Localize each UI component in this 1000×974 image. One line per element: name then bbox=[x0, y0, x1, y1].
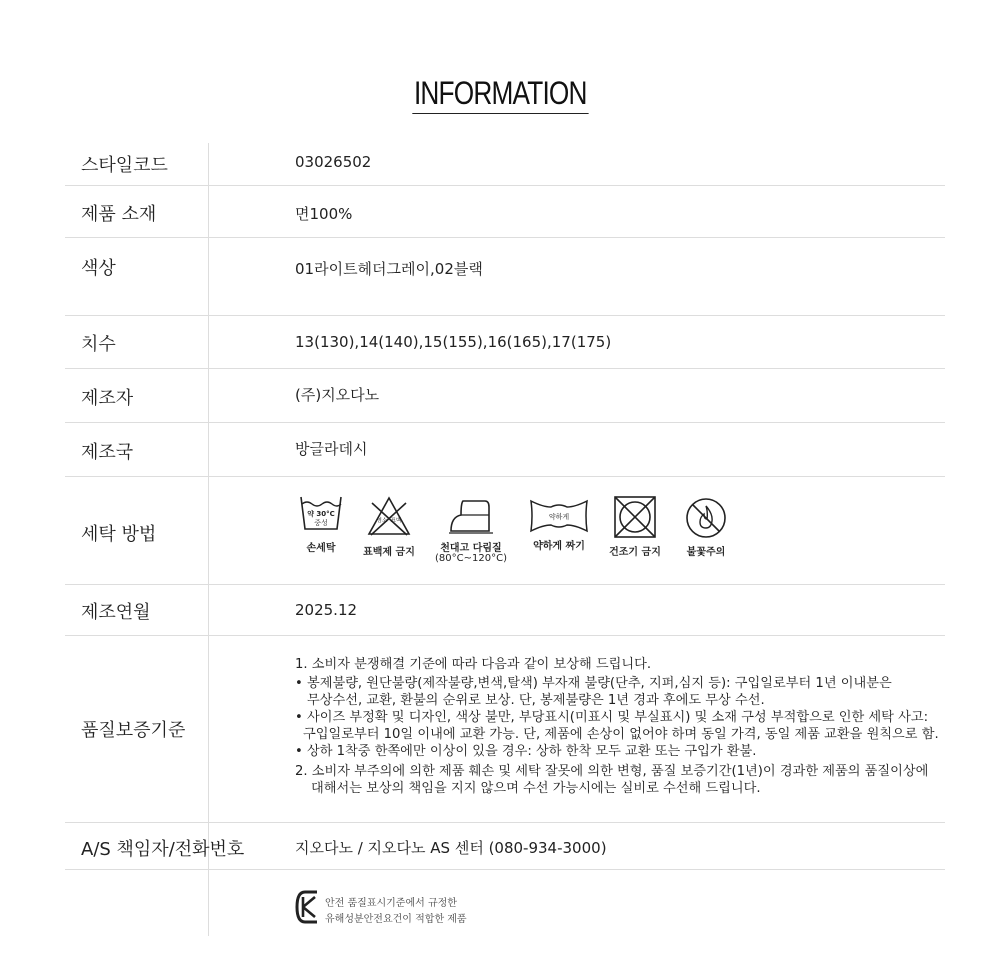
gentle-wring-icon bbox=[529, 499, 589, 552]
row-value: (주)지오다노 bbox=[295, 386, 380, 404]
page-title: INFORMATION bbox=[0, 74, 1000, 114]
row-value: 13(130),14(140),15(155),16(165),17(175) bbox=[295, 333, 612, 351]
care-caption: 불꽃주의 bbox=[686, 547, 726, 558]
row-label: 세탁 방법 bbox=[81, 524, 157, 545]
quality-line: 무상수선, 교환, 환불의 순위로 보상. 단, 봉제불량은 1년 경과 후에도 무상 수선. bbox=[307, 693, 765, 708]
row-label: 제조자 bbox=[81, 388, 134, 409]
table-row bbox=[65, 186, 945, 238]
quality-line: 구입일로부터 10일 이내에 교환 가능. 단, 제품에 손상이 없어야 하며 동일 가격, 동일 제품 교환을 원칙으로 함. bbox=[303, 727, 939, 742]
care-inner-text: 표백 bbox=[390, 518, 402, 524]
quality-line: 2. 소비자 부주의에 의한 제품 훼손 및 세탁 잘못에 의한 변형, 품질 보증기간(1년)이 경과한 제품의 품질이상에 bbox=[295, 764, 929, 779]
row-label: 치수 bbox=[81, 334, 116, 355]
quality-line: 대해서는 보상의 책임을 지지 않으며 수선 가능시에는 실비로 수선해 드립니다. bbox=[311, 781, 761, 796]
kc-mark-icon bbox=[295, 888, 321, 926]
no-fire-icon bbox=[685, 497, 727, 558]
quality-line: • 봉제불량, 원단불량(제작불량,변색,탈색) 부자재 불량(단추, 지퍼,심지 등): 구입일로부터 1년 이내분은 bbox=[295, 676, 892, 691]
row-label: A/S 책임자/전화번호 bbox=[81, 839, 245, 860]
iron-icon bbox=[435, 497, 507, 564]
hand-wash-icon bbox=[299, 495, 343, 554]
row-label: 색상 bbox=[81, 258, 116, 279]
care-caption: 천대고 다림질 bbox=[440, 543, 502, 554]
quality-line: 1. 소비자 분쟁해결 기준에 따라 다음과 같이 보상해 드립니다. bbox=[295, 657, 652, 672]
kc-text: 안전 품질표시기준에서 규정한 bbox=[325, 898, 457, 909]
info-table bbox=[65, 143, 945, 940]
table-row bbox=[65, 477, 945, 585]
row-value: 지오다노 / 지오다노 AS 센터 (080-934-3000) bbox=[295, 839, 607, 857]
care-caption: 건조기 금지 bbox=[609, 547, 661, 558]
quality-line: • 사이즈 부정확 및 디자인, 색상 불만, 부당표시(미표시 및 부실표시) 및 소재 구성 부적합으로 인한 세탁 사고: bbox=[295, 710, 929, 725]
row-value: 03026502 bbox=[295, 153, 372, 171]
no-bleach-icon bbox=[363, 495, 415, 558]
care-caption: (80°C~120°C) bbox=[435, 553, 507, 564]
care-inner-text: 염소 bbox=[376, 518, 388, 524]
table-row bbox=[65, 316, 945, 369]
care-caption: 표백제 금지 bbox=[363, 547, 415, 558]
table-row bbox=[65, 870, 945, 940]
row-label: 제조국 bbox=[81, 442, 134, 463]
care-inner-text: 약하게 bbox=[548, 513, 570, 521]
kc-text: 유해성분안전요건이 적합한 제품 bbox=[325, 914, 467, 925]
row-label: 스타일코드 bbox=[81, 155, 168, 176]
table-row bbox=[65, 823, 945, 870]
table-row bbox=[65, 423, 945, 477]
quality-text bbox=[295, 656, 939, 797]
row-value: 01라이트헤더그레이,02블랙 bbox=[295, 260, 483, 278]
row-value: 면100% bbox=[295, 205, 353, 223]
row-label: 품질보증기준 bbox=[81, 720, 186, 741]
table-row bbox=[65, 143, 945, 186]
care-inner-text: 약 30°C bbox=[307, 510, 335, 518]
care-inner-text: 중성 bbox=[314, 519, 328, 527]
table-row bbox=[65, 585, 945, 636]
row-value: 방글라데시 bbox=[295, 440, 368, 458]
quality-line: • 상하 1착중 한쪽에만 이상이 있을 경우: 상하 한착 모두 교환 또는 구입가 환불. bbox=[295, 744, 757, 759]
table-row bbox=[65, 238, 945, 316]
care-caption: 약하게 짜기 bbox=[533, 541, 585, 552]
row-label: 제품 소재 bbox=[81, 204, 157, 225]
table-row bbox=[65, 369, 945, 423]
kc-certification bbox=[295, 888, 467, 930]
no-tumble-dry-icon bbox=[609, 495, 661, 558]
row-label: 제조연월 bbox=[81, 602, 151, 623]
care-caption: 손세탁 bbox=[306, 543, 336, 554]
row-value: 2025.12 bbox=[295, 601, 358, 619]
table-row bbox=[65, 636, 945, 823]
